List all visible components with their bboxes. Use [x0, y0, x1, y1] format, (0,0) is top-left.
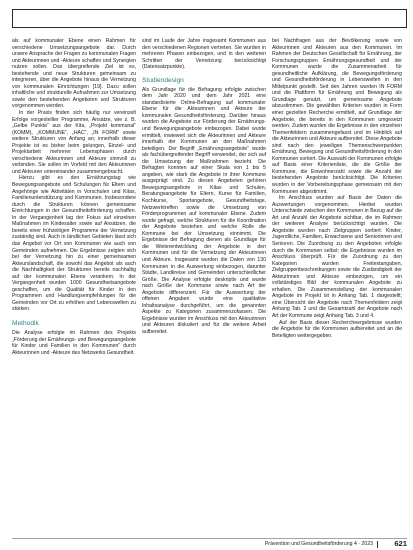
paragraph: sind im Laufe der Jahre insgesamt Kommunen aus den verschiedenen Regionen vertreten. Sie wurden in mehreren Phasen einbezogen, und in den weiteren Schritten der Vernetzung berücksichtigt (Datensatzpunkte).: [142, 38, 266, 71]
footer-separator: [377, 541, 378, 548]
paragraph: Auf der Basis dieser Rechercheergebnisse wurden die Angebote für die Kommunen aufbereitet und an die Beteiligten weitergegeben.: [272, 319, 402, 339]
header-frame: [12, 9, 407, 28]
paragraph: In der Praxis finden sich häufig nur vereinzelt Erfolge vorgestellter Programme, Ansätze, wie z. B. „Gelbe Punkte“ aus der Kita, „Projekt kommunal“ (KOMM), „KOMMUNE“, „HAC“, „IN FORM“ sowie weitere Strukturen von Anfang an; innerhalb dieser Projekte ist es bisher beim gelungen, Einzel- und Projektarbeit mehrerer Lebensphasen durch verschiedene Akteurinnen und Akteure sinnvoll zu verbinden. Sie sollen im Vorfeld mit den Akteurinnen und Akteuren untereinander zusammengebracht.: [12, 110, 136, 175]
page-footer: [12, 540, 407, 549]
journal-citation: Prävention und Gesundheitsförderung 4 · 2023: [264, 541, 373, 547]
text-column-right: [272, 38, 402, 339]
section-heading-studiendesign: Studiendesign: [142, 76, 184, 84]
text-column-left: [12, 38, 136, 356]
text-column-middle: [142, 38, 266, 336]
section-heading-methodik: Methodik: [12, 319, 39, 327]
paragraph: Als Grundlage für die Befragung erfolgte zwischen dem Jahr 2020 und dem Jahr 2021 eine standardisierte Online-Befragung auf kommunaler Ebene für die Akteurinnen und Akteure der kommunalen Gesundheitsförderung. Darüber hinaus wurden die Angebote zur Förderung der Ernährungs- und Bewegungsangebote einbezogen. Dabei wurde ermittelt, inwieweit sich die Akteurinnen und Akteure innerhalb der Kommunen an den Maßnahmen beteiligen. Der Begriff „Ernährungsangebote“ wurde als fachübergreifender Begriff verwendet, der sich auf die Umsetzung der Maßnahmen bezieht. Die Befragten konnten auf einer Skala von 1 bis 5 angeben, wie stark die Angebote in ihrer Kommune ausgeprägt sind. Zu diesen Angeboten gehören Bewegungsangebote in Kitas und Schulen, Beratungsangebote für Eltern, Kurse für Familien, Kochkurse, Sportangebote, Gesundheitstage, Netzwerktreffen sowie die Umsetzung von Förderprogrammen auf kommunaler Ebene. Zudem wurde gefragt, welche Strukturen für die Koordination der Angebote bestehen und welche Rolle die Kommune bei der Umsetzung einnimmt. Die Ergebnisse der Befragung dienen als Grundlage für die Weiterentwicklung der Angebote in den Kommunen und für die Vernetzung der Akteurinnen und Akteure. Insgesamt wurden die Daten von 130 Kommunen in die Auswertung einbezogen, darunter Städte, Landkreise und Gemeinden unterschiedlicher Größe. Die Analyse erfolgte deskriptiv und wurde nach Größe der Kommune sowie nach Art der Angebote differenziert. Für die Auswertung der offenen Angaben wurde eine qualitative Inhaltsanalyse durchgeführt, um die genannten Aspekte zu Kategorien zusammenzufassen. Die Ergebnisse wurden im Anschluss mit den Akteurinnen und Akteuren diskutiert und für die weitere Arbeit aufbereitet.: [142, 86, 266, 335]
paragraph: als auf kommunaler Ebene einen Rahmen für verschiedene Umsetzungsangebote dar. Durch unsere Ansprache der Fragen zu kommunalen Fragen und Akteurinnen und -Akteure schaffen und Synergien nutzen sollen. Das übergreifende Ziel ist es, bestehende und neue Strukturen gemeinsam zu integrieren, über die Angebote hinaus die Vernetzung von kommunalen Einrichtungen [19]. Dazu sollen inhaltliche und strukturelle Aufnahmen zur Umsetzung sowie den bestehenden Angeboten und Strukturen vorgenommen werden.: [12, 38, 136, 110]
paragraph: Im Anschluss wurden auf Basis der Daten die Auswertungen vorgenommen. Hierbei wurden Unterschiede zwischen den Kommunen in Bezug auf die Art und Anzahl der Angebote sichtbar, die im Rahmen der weiteren Analyse berücksichtigt wurden. Die Angebote wurden nach Zielgruppen sortiert: Kinder, Jugendliche, Familien, Erwachsene und Seniorinnen und Senioren. Die Zuordnung zu den Angeboten erfolgte durch die Kommunen selbst; die Ergebnisse wurden im Anschluss überprüft. Für die Zuordnung zu den Kategorien wurden Freitextangaben, Zielgruppenbeschreibungen sowie die Zuständigkeit der Akteurinnen und Akteure einbezogen, um ein vollständiges Bild der kommunalen Angebote zu erhalten. Die Zusammenstellung der kommunalen Angebote im Projekt ist in Anhang Tab. 1 dargestellt; eine Übersicht der Angebote nach Themenfeldern zeigt Anhang Tab. 2 und die Gesamtzahl der Angebote nach Art der Kommune zeigt Anhang Tab. 3 und 4.: [272, 195, 402, 319]
paragraph: Hierzu gibt es den Ernährungstag wie Bewegungsangebote und Schulungen für Eltern und Angehörige wie Aktivitäten in Vorschulen und Kitas, Familienunterstützung und Kommunen. Insbesondere durch die Strukturen können gemeinsame Einrichtungen in der Gesundheitsförderung schaffen. In der Vergangenheit lag der Fokus auf einzelnen Maßnahmen im Kindesalter sowie auf Ansätzen, die bereits einer frühzeitigen Programme der Vernetzung zuständig sind. Auch in ländlichen Gebieten lässt sich das Angebot vor Ort von Kommunen wie auch von Gemeinden aufnehmen. Die Ergebnisse zeigten sich bei der Vernetzung hin zu einer gemeinsamen Akteurslandschaft, die sowohl das Angebot als auch die Nachhaltigkeit der Strukturen bereits nachhaltig auf der kommunalen Ebene verankern. In der Vergangenheit wurden 1000 Gesundheitsangebote geschaffen, um die Qualität für Kinder in den Programmen und Handlungsempfehlungen für die Gemeinden vor Ort zu erhöhen und Lebenswelten zu stärken.: [12, 175, 136, 313]
footer-divider: [12, 538, 407, 539]
paragraph: bei Nachfragen aus der Bevölkerung sowie von Akteurinnen und Akteuren aus den Kommunen. Im Rahmen der Deutschen Gesellschaft für Ernährung, der Forschungsgruppen Ernährungsgesundheit und der Kommunen wurde die Zusammenarbeit für gesundheitliche Aufklärung, die Bewegungsförderung und Gesundheitsförderung in Lebenswelten in den Mittelpunkt gestellt. Seit den Jahren wurden IN FORM und die Plattform für Ernährung und Bewegung als Grundlage genutzt, um gemeinsame Angebote abzustimmen. Die gewählten Kriterien wurden in Form einer gezielten Recherche ermittelt, auf Grundlage der Angebote, die bereits in den Kommunen umgesetzt werden. Zudem wurden die Ergebnisse in den einzelnen Themenfeldern zusammengefasst und im Hinblick auf die Akteurinnen und Akteure aufbereitet. Diese Angebote sind nach den jeweiligen Themenschwerpunkten Ernährung, Bewegung und Gesundheitsförderung in den Kommunen sortiert. Die Auswahl der Kommunen erfolgte auf Basis einer Kriterienliste, die die Größe der Kommune, die Einwohnerzahl sowie die Anzahl der bestehenden Angebote berücksichtigt. Die Kriterien wurden in der Vorbereitungsphase gemeinsam mit den Kommunen abgestimmt.: [272, 38, 402, 195]
page-number: 621: [394, 539, 407, 548]
paragraph: Die Analyse erfolgte im Rahmen des Projekts „Förderung der Ernährungs- und Bewegungsangebote für Kinder und Familien in den Kommunen“ durch Akteurinnen und -Akteure des Netzwerks Gesundheit.: [12, 329, 136, 356]
